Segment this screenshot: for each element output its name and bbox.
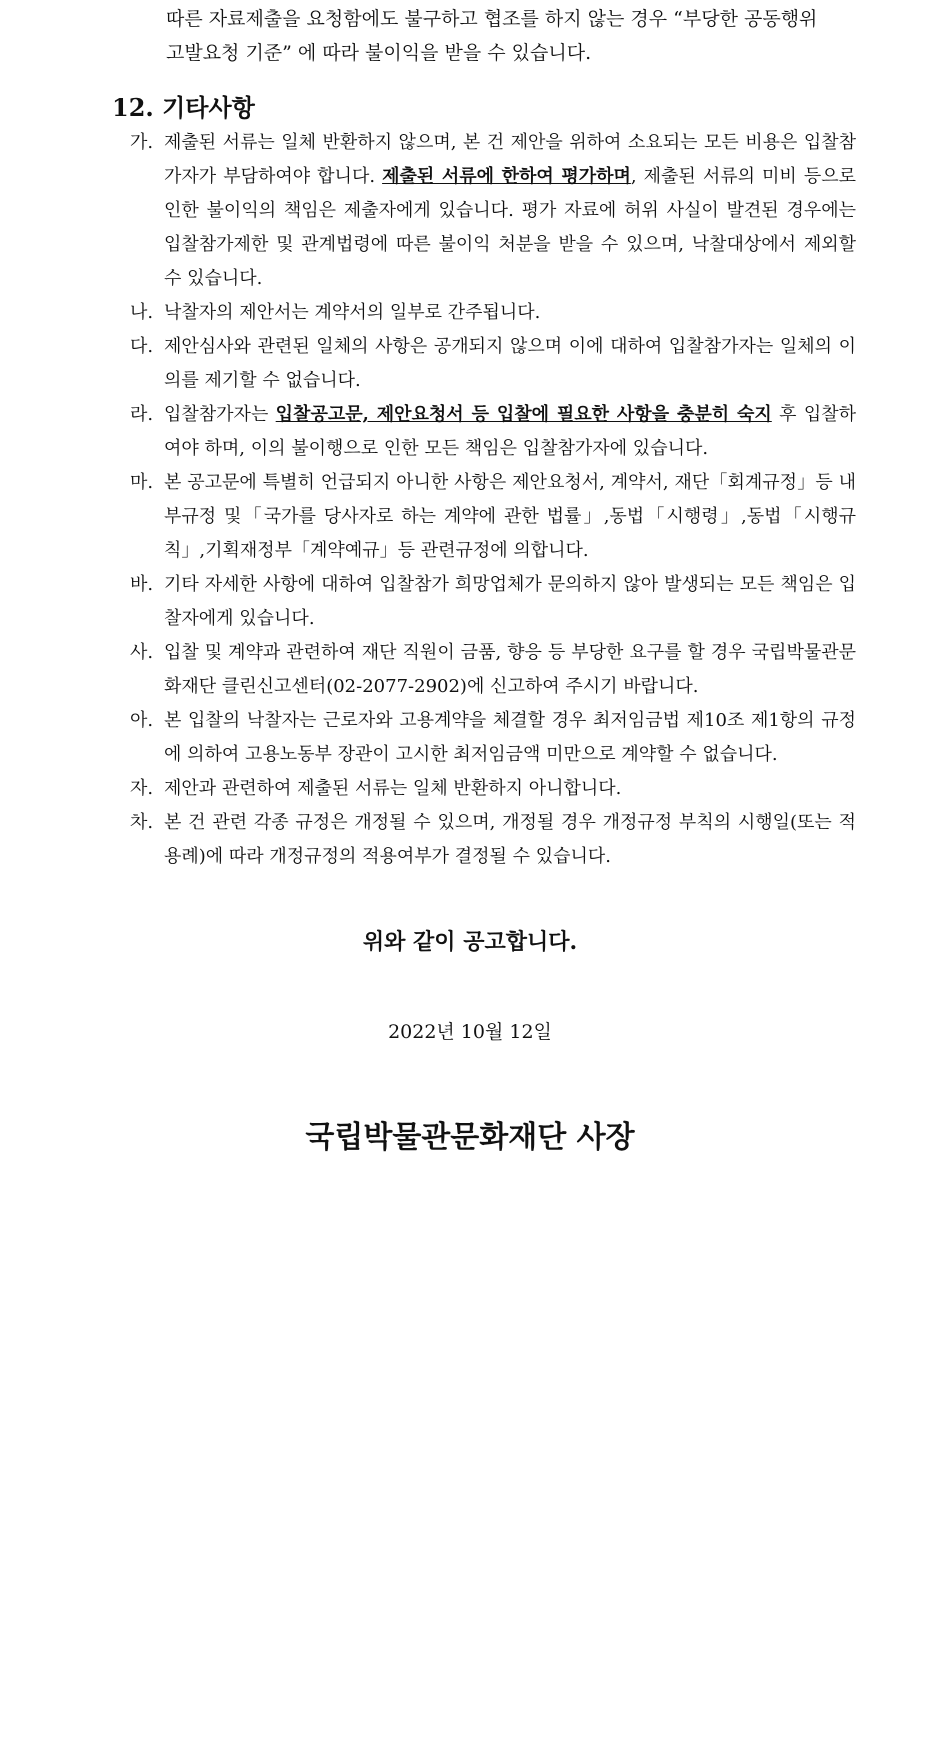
item-marker: 차.	[130, 812, 154, 833]
list-item	[130, 568, 856, 636]
item-text: 입찰참가자는 입찰공고문, 제안요청서 등 입찰에 필요한 사항을 충분히 숙지 후 입찰하여야 하며, 이의 불이행으로 인한 모든 책임은 입찰참가자에 있습니다.	[164, 404, 856, 459]
continuation-line-2: 고발요청 기준” 에 따라 불이익을 받을 수 있습니다.	[166, 42, 592, 64]
list-item	[130, 466, 856, 568]
item-text: 본 건 관련 각종 규정은 개정될 수 있으며, 개정될 경우 개정규정 부칙의 시행일(또는 적용례)에 따라 개정규정의 적용여부가 결정될 수 있습니다.	[164, 812, 856, 867]
item-text: 제안심사와 관련된 일체의 사항은 공개되지 않으며 이에 대하여 입찰참가자는 일체의 이의를 제기할 수 없습니다.	[164, 336, 856, 391]
continuation-line-1: 따른 자료제출을 요청함에도 불구하고 협조를 하지 않는 경우 “부당한 공동행위	[166, 8, 818, 30]
announcement-date: 2022년 10월 12일	[388, 1021, 552, 1043]
list-item	[130, 636, 856, 704]
item-marker: 사.	[130, 642, 154, 663]
item-text: 본 공고문에 특별히 언급되지 아니한 사항은 제안요청서, 계약서, 재단「회계규정」등 내부규정 및「국가를 당사자로 하는 계약에 관한 법률」,동법「시행령」,동법「시행규칙」,기획재정부「계약예규」등 관련규정에 의합니다.	[164, 472, 856, 561]
signatory: 국립박물관문화재단 사장	[305, 1120, 635, 1155]
list-item	[130, 126, 856, 296]
item-marker: 라.	[130, 404, 154, 425]
item-text: 낙찰자의 제안서는 계약서의 일부로 간주됩니다.	[164, 302, 541, 323]
item-marker: 자.	[130, 778, 154, 799]
list-item	[130, 330, 856, 398]
list-item	[130, 296, 856, 330]
list-item	[130, 704, 856, 772]
closing-statement: 위와 같이 공고합니다.	[362, 929, 578, 955]
item-marker: 다.	[130, 336, 154, 357]
item-text: 기타 자세한 사항에 대하여 입찰참가 희망업체가 문의하지 않아 발생되는 모든 책임은 입찰자에게 있습니다.	[164, 574, 856, 629]
item-marker: 나.	[130, 302, 154, 323]
list-item	[130, 398, 856, 466]
item-marker: 가.	[130, 132, 154, 153]
emphasis-underline: 입찰공고문, 제안요청서 등 입찰에 필요한 사항을 충분히 숙지	[275, 404, 772, 425]
item-text: 제출된 서류는 일체 반환하지 않으며, 본 건 제안을 위하여 소요되는 모든 비용은 입찰참가자가 부담하여야 합니다. 제출된 서류에 한하여 평가하며, 제출된 서류의 미비 등으로 인한 불이익의 책임은 제출자에게 있습니다. 평가 자료에 허위 사실이 발견된 경우에는 입찰참가제한 및 관계법령에 따른 불이익 처분을 받을 수 있으며, 낙찰대상에서 제외할 수 있습니다.	[164, 132, 856, 289]
item-text: 본 입찰의 낙찰자는 근로자와 고용계약을 체결할 경우 최저임금법 제10조 제1항의 규정에 의하여 고용노동부 장관이 고시한 최저임금액 미만으로 계약할 수 없습니다.	[164, 710, 856, 765]
section-title: 12. 기타사항	[112, 93, 255, 122]
item-text: 입찰 및 계약과 관련하여 재단 직원이 금품, 향응 등 부당한 요구를 할 경우 국립박물관문화재단 클린신고센터(02-2077-2902)에 신고하여 주시기 바랍니다.	[164, 642, 856, 697]
item-text: 제안과 관련하여 제출된 서류는 일체 반환하지 아니합니다.	[164, 778, 622, 799]
item-list	[130, 126, 856, 874]
list-item	[130, 806, 856, 874]
item-marker: 바.	[130, 574, 154, 595]
item-marker: 마.	[130, 472, 154, 493]
item-marker: 아.	[130, 710, 154, 731]
list-item	[130, 772, 856, 806]
emphasis-underline: 제출된 서류에 한하여 평가하며	[382, 166, 631, 187]
